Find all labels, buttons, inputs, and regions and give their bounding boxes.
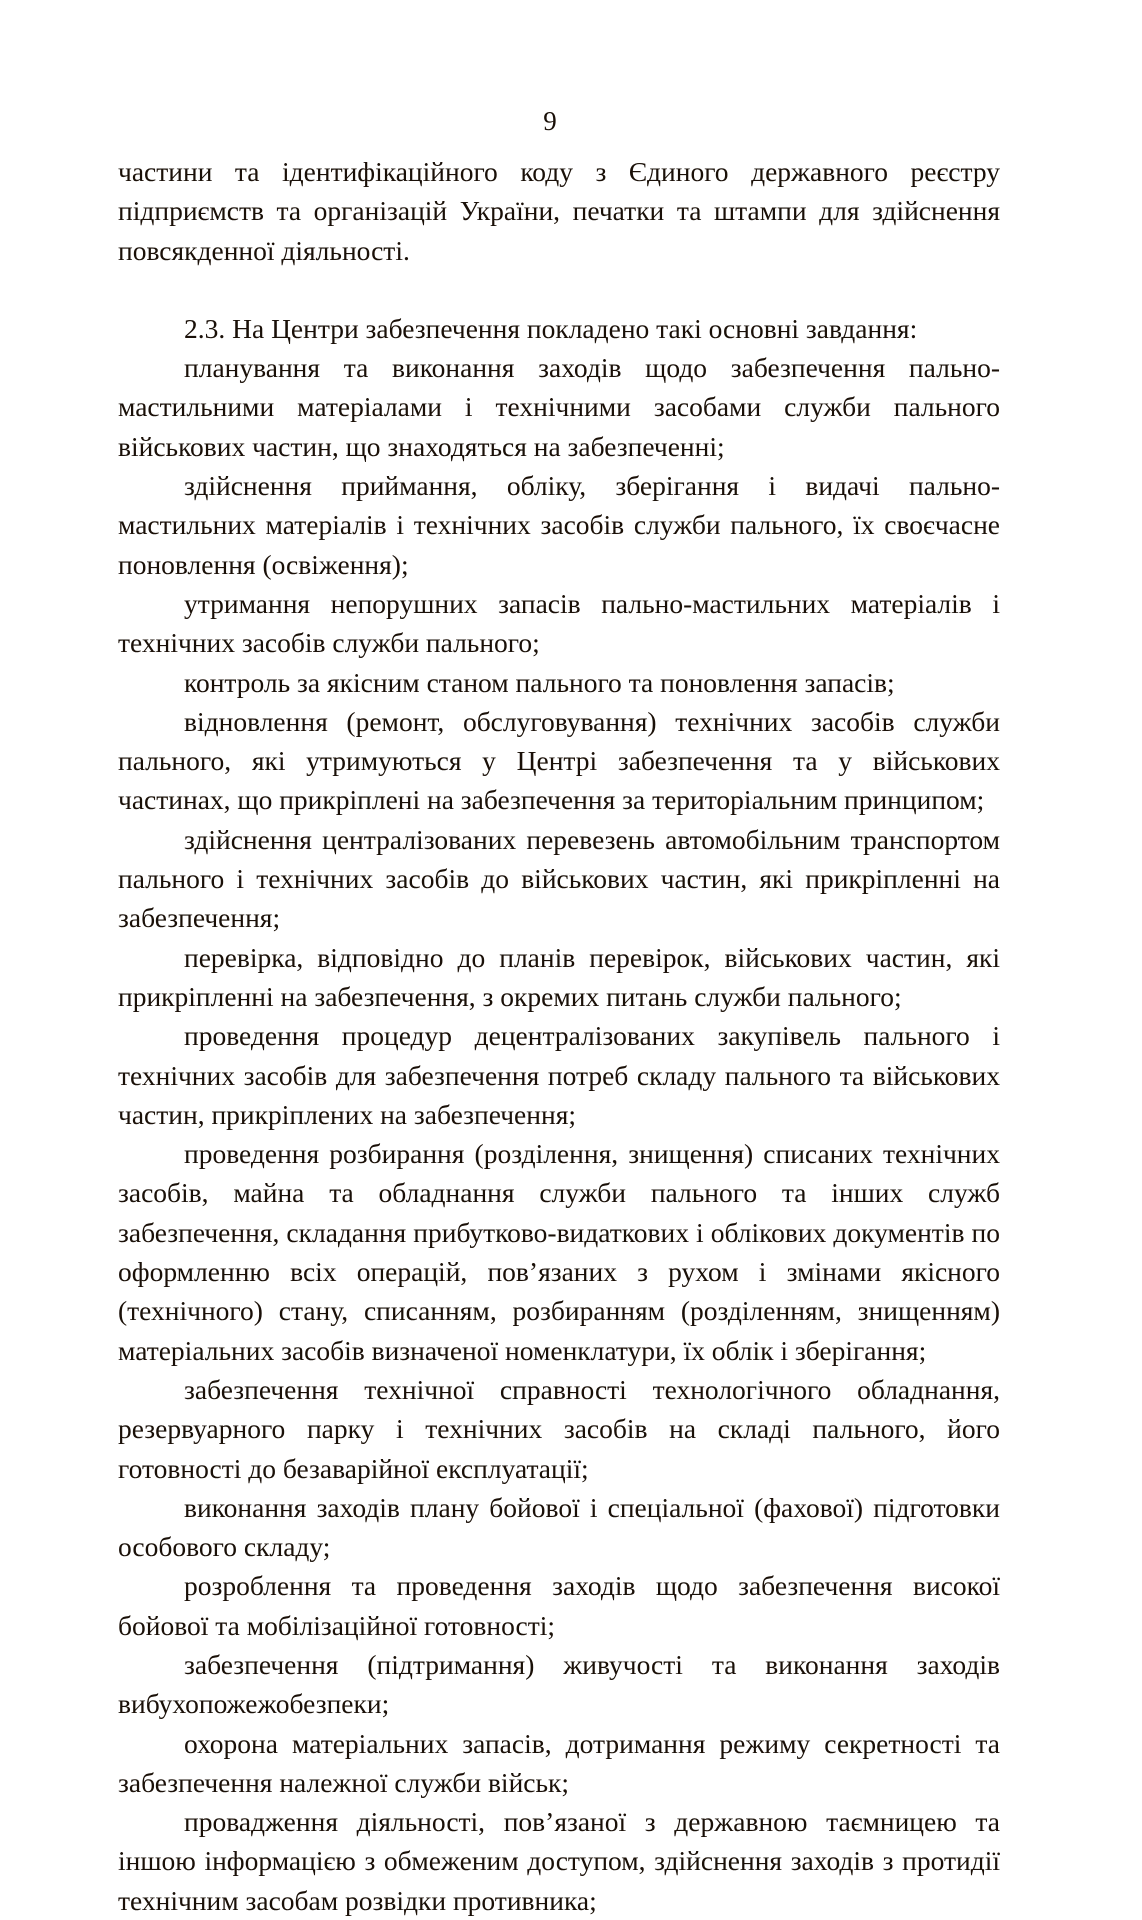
paragraph: проведення процедур децентралізованих закупівель пального і технічних засобів для забезпечення потреб складу пального та військових частин, прикріплених на забезпечення; bbox=[118, 1020, 1000, 1130]
document-body bbox=[118, 152, 1000, 1920]
paragraph: частини та ідентифікаційного коду з Єдиного державного реєстру підприємств та організацій України, печатки та штампи для здійснення повсякденної діяльності. bbox=[118, 156, 1000, 266]
paragraph: проведення розбирання (розділення, знищення) списаних технічних засобів, майна та обладнання служби пального та інших служб забезпечення, складання прибутково-видаткових і облікових документів по оформленню всіх операцій, пов’язаних з рухом і змінами якісного (технічного) стану, списанням, розбиранням (розділенням, знищенням) матеріальних засобів визначеної номенклатури, їх облік і зберігання; bbox=[118, 1138, 1000, 1366]
paragraph: перевірка, відповідно до планів перевірок, військових частин, які прикріпленні на забезпечення, з окремих питань служби пального; bbox=[118, 941, 1000, 1012]
page-number: 9 bbox=[543, 106, 557, 136]
paragraph: забезпечення технічної справності технологічного обладнання, резервуарного парку і технічних засобів на складі пального, його готовності до безаварійної експлуатації; bbox=[118, 1373, 1000, 1484]
paragraph: розроблення та проведення заходів щодо забезпечення високої бойової та мобілізаційної готовності; bbox=[118, 1570, 1000, 1641]
paragraph: провадження діяльності, пов’язаної з державною таємницею та іншою інформацією з обмеженим доступом, здійснення заходів з протидії технічним засобам розвідки противника; bbox=[118, 1806, 1000, 1916]
paragraph: відновлення (ремонт, обслуговування) технічних засобів служби пального, які утримуються у Центрі забезпечення та у військових частинах, що прикріплені на забезпечення за територіальним принципом; bbox=[118, 705, 1000, 816]
paragraph: утримання непорушних запасів пально-мастильних матеріалів і технічних засобів служби пального; bbox=[118, 587, 1000, 659]
paragraph: контроль за якісним станом пального та поновлення запасів; bbox=[184, 666, 895, 698]
paragraph: забезпечення (підтримання) живучості та виконання заходів вибухопожежобезпеки; bbox=[118, 1648, 1000, 1720]
paragraph: планування та виконання заходів щодо забезпечення пально-мастильними матеріалами і технічними засобами служби пального військових частин, що знаходяться на забезпеченні; bbox=[118, 352, 1000, 462]
paragraph: здійснення централізованих перевезень автомобільним транспортом пального і технічних засобів до військових частин, які прикріпленні на забезпечення; bbox=[118, 823, 1000, 934]
paragraph: охорона матеріальних запасів, дотримання режиму секретності та забезпечення належної служби військ; bbox=[118, 1727, 1000, 1798]
paragraph: виконання заходів плану бойової і спеціальної (фахової) підготовки особового складу; bbox=[118, 1491, 1000, 1563]
paragraph: здійснення приймання, обліку, зберігання і видачі пально-мастильних матеріалів і технічних засобів служби пального, їх своєчасне поновлення (освіження); bbox=[118, 470, 1000, 580]
paragraph-section-heading: 2.3. На Центри забезпечення покладено такі основні завдання: bbox=[184, 312, 918, 344]
